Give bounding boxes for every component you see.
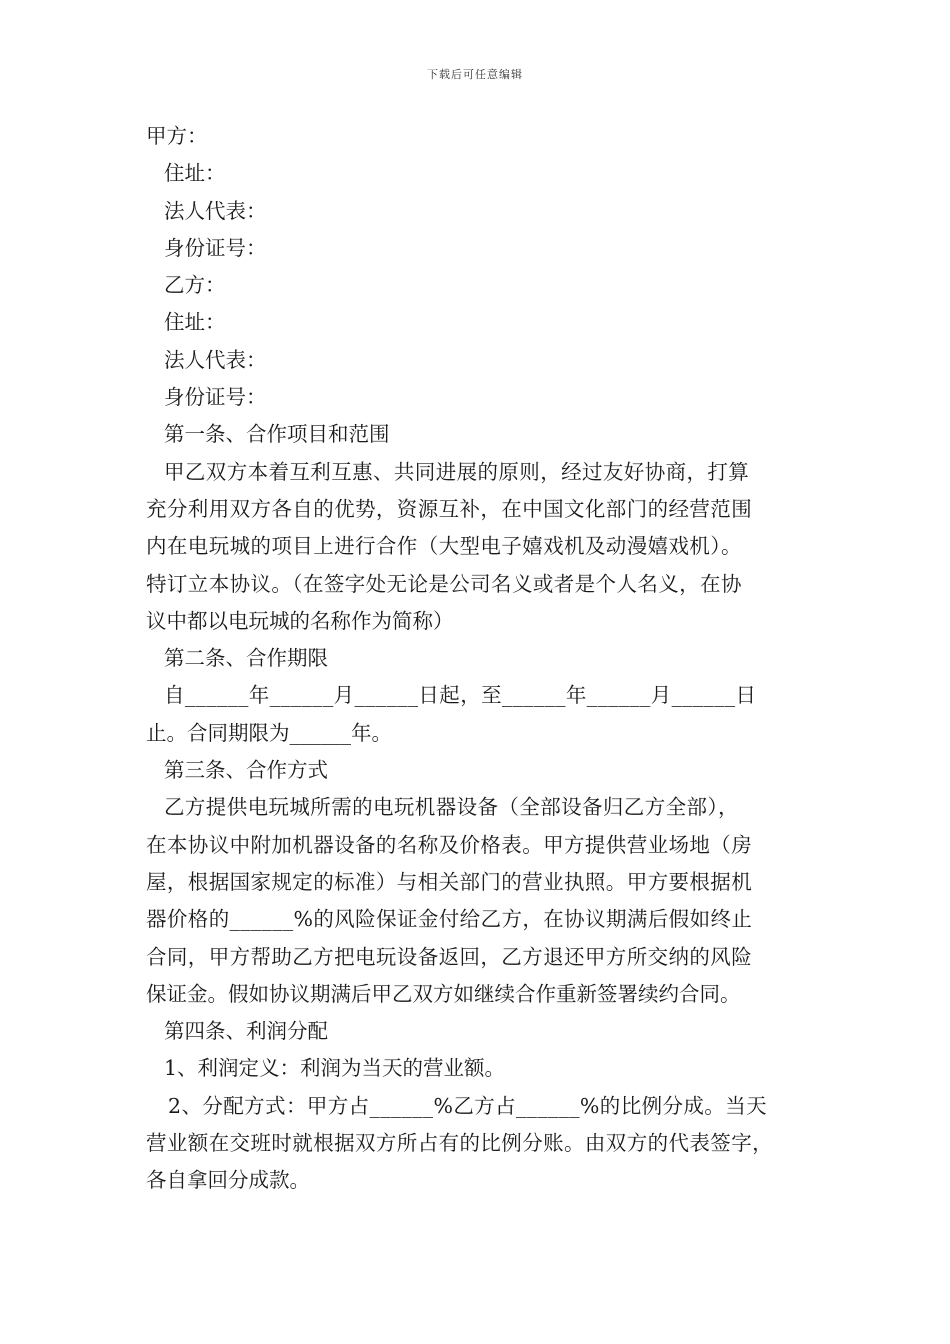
document-body [146, 118, 826, 1200]
party-a-legal-rep: 法人代表： [164, 198, 267, 223]
article-2-text-line: 止。合同期限为______年。 [146, 720, 392, 745]
article-3-text-line: 在本协议中附加机器设备的名称及价格表。甲方提供营业场地（房 [146, 832, 753, 857]
article-2-text-line: 自______年______月______日起，至______年______月______日 [164, 683, 757, 708]
party-b-legal-rep: 法人代表： [164, 347, 267, 372]
article-1-text-line: 议中都以电玩城的名称作为简称） [146, 608, 454, 633]
article-3-text-line: 乙方提供电玩城所需的电玩机器设备（全部设备归乙方全部）， [164, 795, 739, 820]
article-4-item-2: 2、分配方式：甲方占______%乙方占______%的比例分成。当天 [168, 1093, 767, 1118]
article-4-item-1: 1、利润定义：利润为当天的营业额。 [164, 1056, 506, 1081]
article-1-text-line: 内在电玩城的项目上进行合作（大型电子嬉戏机及动漫嬉戏机）。 [146, 534, 742, 559]
party-b-label: 乙方： [164, 273, 226, 298]
party-a-address: 住址： [164, 161, 226, 186]
article-4-heading: 第四条、利润分配 [164, 1019, 328, 1044]
article-4-text-line: 各自拿回分成款。 [146, 1168, 310, 1193]
party-b-address: 住址： [164, 310, 226, 335]
header-note: 下载后可任意编辑 [427, 68, 523, 81]
article-1-text-line: 特订立本协议。（在签字处无论是公司名义或者是个人名义，在协 [146, 571, 742, 596]
article-3-text-line: 合同，甲方帮助乙方把电玩设备返回，乙方退还甲方所交纳的风险 [146, 944, 753, 969]
article-3-text-line: 保证金。假如协议期满后甲乙双方如继续合作重新签署续约合同。 [146, 981, 741, 1006]
article-1-heading: 第一条、合作项目和范围 [164, 422, 390, 447]
article-3-text-line: 器价格的______%的风险保证金付给乙方，在协议期满后假如终止 [146, 907, 753, 932]
party-a-id-number: 身份证号： [164, 235, 267, 260]
party-a-label: 甲方： [146, 124, 208, 148]
article-2-heading: 第二条、合作期限 [164, 646, 328, 671]
article-1-text-line: 甲乙双方本着互利互惠、共同进展的原则，经过友好协商，打算 [164, 459, 750, 484]
article-3-text-line: 屋，根据国家规定的标准）与相关部门的营业执照。甲方要根据机 [146, 869, 753, 894]
article-3-heading: 第三条、合作方式 [164, 758, 328, 783]
article-4-text-line: 营业额在交班时就根据双方所占有的比例分账。由双方的代表签字， [146, 1131, 773, 1156]
party-b-id-number: 身份证号： [164, 385, 267, 410]
article-1-text-line: 充分利用双方各自的优势，资源互补，在中国文化部门的经营范围 [146, 496, 753, 521]
